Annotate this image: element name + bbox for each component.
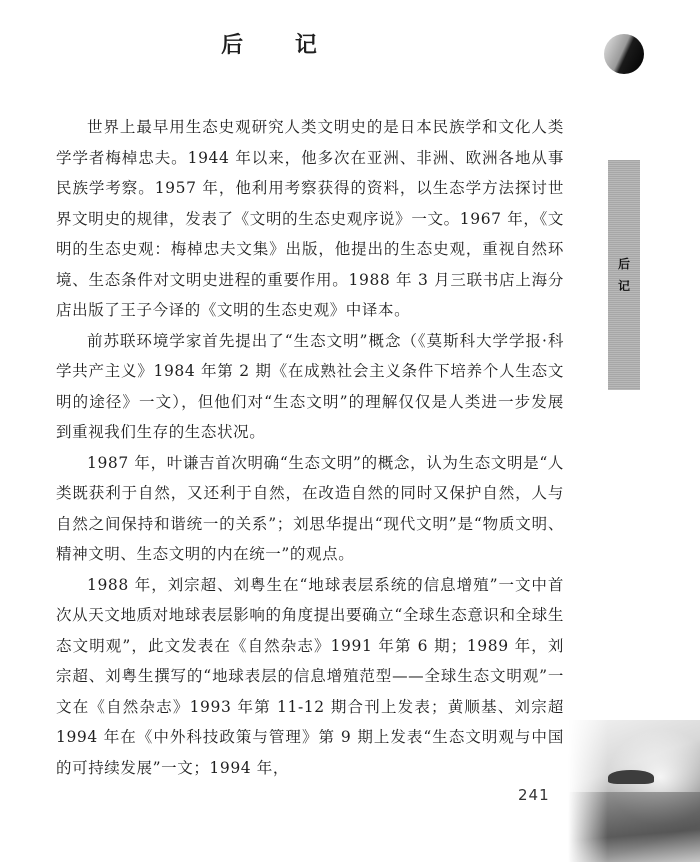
photo-ground — [568, 792, 700, 862]
paragraph-4: 1988 年，刘宗超、刘粤生在“地球表层系统的信息增殖”一文中首次从天文地质对地球表层影响的角度提出要确立“全球生态意识和全球生态文明观”，此文发表在《自然杂志》1991 年第 6 期；1989 年，刘宗超、刘粤生撰写的“地球表层的信息增殖范型——全球生态文明观”一文在《自然杂志》1993 年第 11-12 期合刊上发表；黄顺基、刘宗超 1994 年在《中外科技政策与管理》第 9 期上发表“生态文明观与中国的可持续发展”一文；1994 年， — [56, 575, 564, 777]
paragraph-2: 前苏联环境学家首先提出了“生态文明”概念（《莫斯科大学学报·科学共产主义》1984 年第 2 期《在成熟社会主义条件下培养个人生态文明的途径》一文），但他们对“生态文明”的理解仅仅是人类进一步发展到重视我们生存的生态状况。 — [56, 331, 564, 441]
page-title: 后 记 — [221, 33, 339, 58]
side-tab-label: 后记 — [617, 257, 630, 293]
page-number: 241 — [518, 786, 550, 804]
body-text — [56, 112, 564, 783]
paragraph-3: 1987 年，叶谦吉首次明确“生态文明”的概念，认为生态文明是“人类既获利于自然，又还利于自然，在改造自然的同时又保护自然，人与自然之间保持和谐统一的关系”；刘思华提出“现代文明”是“物质文明、精神文明、生态文明的内在统一”的观点。 — [56, 453, 564, 563]
photo-tree — [608, 770, 654, 784]
paragraph-1: 世界上最早用生态史观研究人类文明史的是日本民族学和文化人类学学者梅棹忠夫。1944 年以来，他多次在亚洲、非洲、欧洲各地从事民族学考察。1957 年，他利用考察获得的资料，以生态学方法探讨世界文明史的规律，发表了《文明的生态史观序说》一文。1967 年，《文明的生态史观：梅棹忠夫文集》出版，他提出的生态史观，重视自然环境、生态条件对文明史进程的重要作用。1988 年 3 月三联书店上海分店出版了王子今译的《文明的生态史观》中译本。 — [56, 118, 564, 319]
landscape-photo — [568, 720, 700, 862]
chapter-marker-circle — [604, 34, 644, 74]
side-tab — [608, 160, 640, 390]
